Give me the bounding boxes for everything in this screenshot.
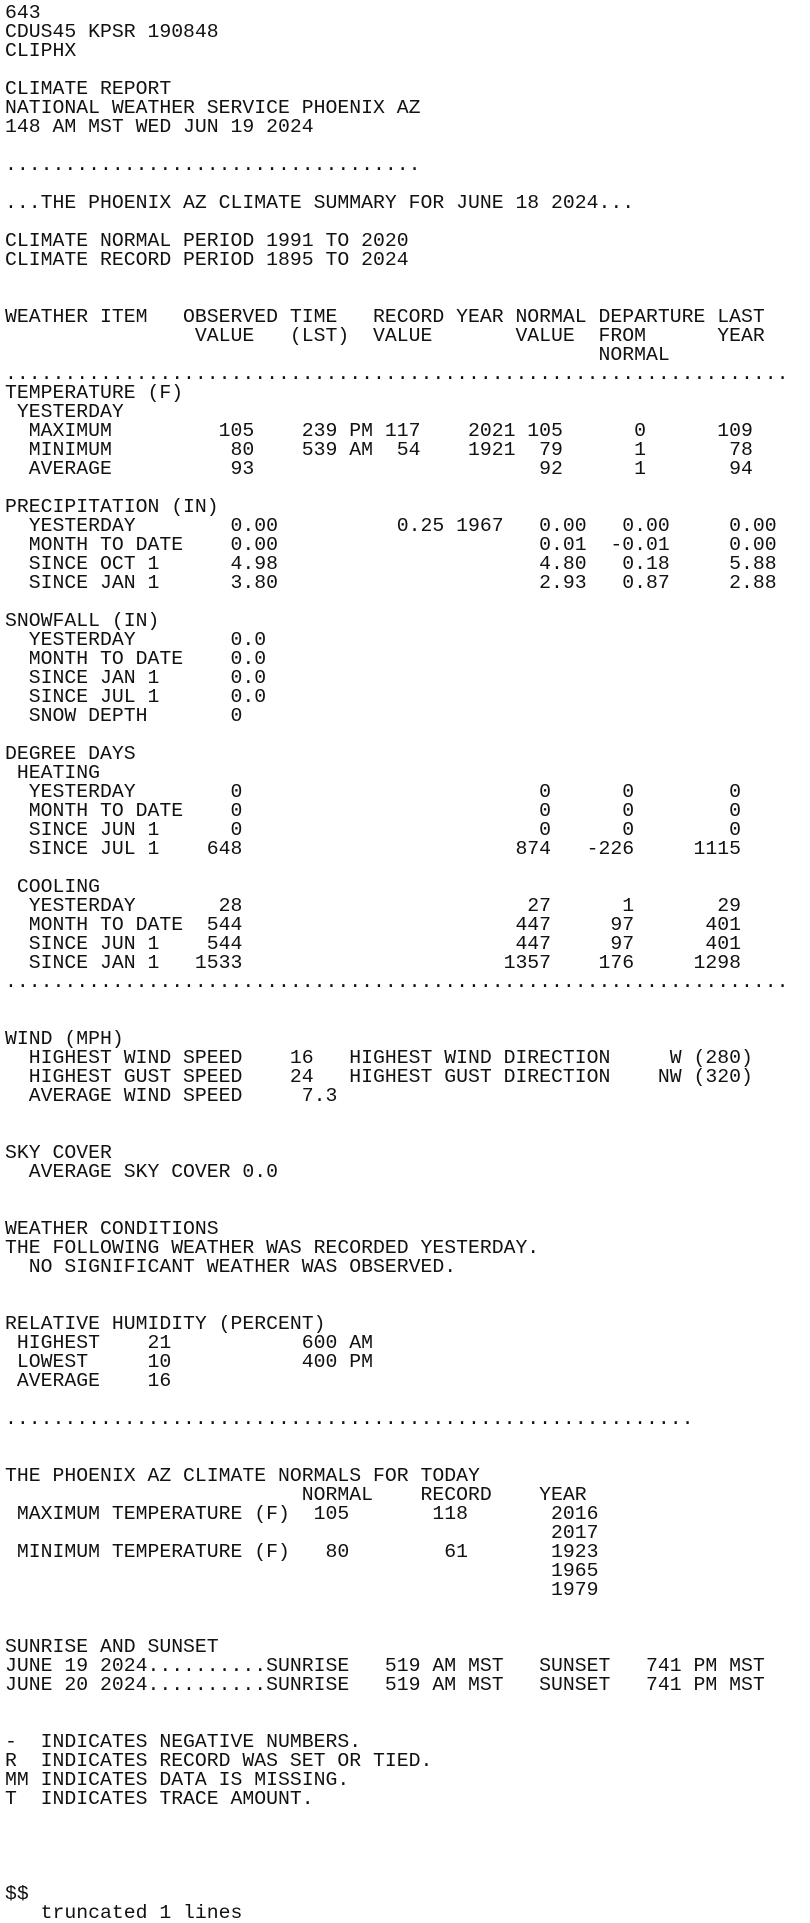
report-line [5,859,810,878]
report-line: AVERAGE 93 92 1 94 [5,460,753,479]
report-line: R INDICATES RECORD WAS SET OR TIED. [5,1752,433,1771]
report-line [5,1125,810,1144]
report-line: HEATING [5,764,100,783]
report-line: SINCE OCT 1 4.98 4.80 0.18 5.88 [5,555,777,574]
report-line [5,1201,810,1220]
report-line: SINCE JUL 1 648 874 -226 1115 [5,840,741,859]
report-line: SINCE JUN 1 544 447 97 401 [5,935,741,954]
report-line [5,479,810,498]
report-line: NORMAL [5,346,670,365]
report-line: SINCE JAN 1 0.0 [5,669,267,688]
report-line: 643 [5,4,41,23]
report-line: NATIONAL WEATHER SERVICE PHOENIX AZ [5,99,421,118]
report-line: YESTERDAY 0 0 0 0 [5,783,741,802]
report-line [5,213,810,232]
report-line: CLIMATE NORMAL PERIOD 1991 TO 2020 [5,232,409,251]
report-line [5,175,810,194]
report-line [5,1182,810,1201]
report-line: JUNE 19 2024..........SUNRISE 519 AM MST SUNSET 741 PM MST [5,1657,765,1676]
report-line [5,1106,810,1125]
report-line: SINCE JUL 1 0.0 [5,688,267,707]
report-line: 1979 [5,1581,599,1600]
report-line: JUNE 20 2024..........SUNRISE 519 AM MST SUNSET 741 PM MST [5,1676,765,1695]
report-line: TEMPERATURE (F) [5,384,184,403]
report-line: DEGREE DAYS [5,745,136,764]
report-line: AVERAGE 16 [5,1372,172,1391]
report-line: YESTERDAY 28 27 1 29 [5,897,741,916]
report-line: SNOW DEPTH 0 [5,707,243,726]
report-line: THE FOLLOWING WEATHER WAS RECORDED YESTERDAY. [5,1239,540,1258]
report-line: .................................................................. [5,973,789,992]
report-line: .................................................................. [5,365,789,384]
report-line: LOWEST 10 400 PM [5,1353,373,1372]
report-line: RELATIVE HUMIDITY (PERCENT) [5,1315,326,1334]
report-line: WEATHER ITEM OBSERVED TIME RECORD YEAR NORMAL DEPARTURE LAST [5,308,765,327]
report-line: .......................................................... [5,1410,694,1429]
report-line: HIGHEST 21 600 AM [5,1334,373,1353]
report-line [5,289,810,308]
report-line: SUNRISE AND SUNSET [5,1638,219,1657]
report-line: YESTERDAY 0.0 [5,631,267,650]
report-line: MONTH TO DATE 0.0 [5,650,267,669]
report-line: - INDICATES NEGATIVE NUMBERS. [5,1733,362,1752]
report-line: $$ [5,1885,29,1904]
report-line [5,593,810,612]
report-line [5,1429,810,1448]
report-line [5,61,810,80]
report-line: SKY COVER [5,1144,112,1163]
report-line: WIND (MPH) [5,1030,124,1049]
report-line [5,1296,810,1315]
report-line: NORMAL RECORD YEAR [5,1486,587,1505]
report-line [5,1600,810,1619]
report-line: HIGHEST GUST SPEED 24 HIGHEST GUST DIRECTION NW (320) [5,1068,753,1087]
report-line: SNOWFALL (IN) [5,612,160,631]
report-line [5,1866,810,1885]
report-line: CLIMATE RECORD PERIOD 1895 TO 2024 [5,251,409,270]
report-line [5,992,810,1011]
report-line: MM INDICATES DATA IS MISSING. [5,1771,350,1790]
report-line: MONTH TO DATE 0 0 0 0 [5,802,741,821]
report-line: MINIMUM 80 539 AM 54 1921 79 1 78 [5,441,753,460]
report-line: truncated 1 lines [5,1904,243,1923]
report-line: 2017 [5,1524,599,1543]
report-line [5,1011,810,1030]
report-line [5,270,810,289]
report-line: CLIMATE REPORT [5,80,172,99]
report-line [5,1828,810,1847]
report-line: SINCE JAN 1 3.80 2.93 0.87 2.88 [5,574,777,593]
report-line [5,1277,810,1296]
report-line: SINCE JUN 1 0 0 0 0 [5,821,741,840]
report-line [5,1809,810,1828]
report-line: MAXIMUM 105 239 PM 117 2021 105 0 109 [5,422,753,441]
report-line: NO SIGNIFICANT WEATHER WAS OBSERVED. [5,1258,457,1277]
report-line: MONTH TO DATE 544 447 97 401 [5,916,741,935]
report-line: YESTERDAY 0.00 0.25 1967 0.00 0.00 0.00 [5,517,777,536]
report-line: WEATHER CONDITIONS [5,1220,219,1239]
report-line: SINCE JAN 1 1533 1357 176 1298 [5,954,741,973]
report-line: MAXIMUM TEMPERATURE (F) 105 118 2016 [5,1505,599,1524]
report-line: T INDICATES TRACE AMOUNT. [5,1790,314,1809]
report-line: VALUE (LST) VALUE VALUE FROM YEAR [5,327,765,346]
report-line [5,726,810,745]
report-line: ................................... [5,156,421,175]
report-line [5,137,810,156]
report-line: COOLING [5,878,100,897]
report-line [5,1847,810,1866]
report-line: ...THE PHOENIX AZ CLIMATE SUMMARY FOR JUNE 18 2024... [5,194,635,213]
report-line: CDUS45 KPSR 190848 [5,23,219,42]
report-line: THE PHOENIX AZ CLIMATE NORMALS FOR TODAY [5,1467,480,1486]
report-line: 1965 [5,1562,599,1581]
report-line [5,1714,810,1733]
report-line: 148 AM MST WED JUN 19 2024 [5,118,314,137]
report-line [5,1695,810,1714]
report-line [5,1448,810,1467]
report-line: AVERAGE WIND SPEED 7.3 [5,1087,338,1106]
report-line: MINIMUM TEMPERATURE (F) 80 61 1923 [5,1543,599,1562]
report-line: PRECIPITATION (IN) [5,498,219,517]
report-line: HIGHEST WIND SPEED 16 HIGHEST WIND DIRECTION W (280) [5,1049,753,1068]
report-line [5,1619,810,1638]
report-line: YESTERDAY [5,403,124,422]
report-line: MONTH TO DATE 0.00 0.01 -0.01 0.00 [5,536,777,555]
report-line: CLIPHX [5,42,77,61]
report-line [5,1391,810,1410]
report-line: AVERAGE SKY COVER 0.0 [5,1163,279,1182]
